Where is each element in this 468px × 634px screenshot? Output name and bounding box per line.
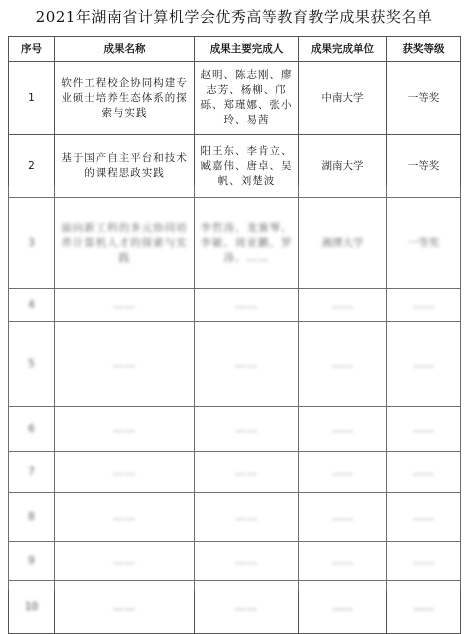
cell-index: 10 <box>9 581 55 634</box>
cell-level: 一等奖 <box>387 135 461 198</box>
cell-level: …… <box>387 407 461 452</box>
cell-level: …… <box>387 542 461 581</box>
cell-index: 2 <box>9 135 55 198</box>
cell-level: …… <box>387 493 461 542</box>
cell-index: 4 <box>9 289 55 322</box>
table-row <box>9 542 461 581</box>
cell-project: …… <box>55 542 195 581</box>
table-row <box>9 135 461 198</box>
cell-project: 面向新工科的多元协同培养计算机人才的探索与实践 <box>55 198 195 289</box>
table-row <box>9 62 461 135</box>
cell-project: 基于国产自主平台和技术的课程思政实践 <box>55 135 195 198</box>
cell-unit: …… <box>299 452 387 493</box>
cell-unit: 湘潭大学 <box>299 198 387 289</box>
table-row <box>9 289 461 322</box>
cell-index: 7 <box>9 452 55 493</box>
cell-index: 5 <box>9 322 55 407</box>
cell-unit: …… <box>299 542 387 581</box>
cell-project: …… <box>55 493 195 542</box>
table-header-row <box>9 37 461 62</box>
cell-project: …… <box>55 452 195 493</box>
cell-project: …… <box>55 322 195 407</box>
cell-unit: …… <box>299 581 387 634</box>
cell-unit: …… <box>299 289 387 322</box>
cell-members: …… <box>195 493 299 542</box>
header-index: 序号 <box>9 37 55 62</box>
cell-level: …… <box>387 581 461 634</box>
cell-members: …… <box>195 407 299 452</box>
cell-project: …… <box>55 407 195 452</box>
cell-unit: 湖南大学 <box>299 135 387 198</box>
header-unit: 成果完成单位 <box>299 37 387 62</box>
header-level: 获奖等级 <box>387 37 461 62</box>
table-row <box>9 407 461 452</box>
cell-index: 8 <box>9 493 55 542</box>
table-row <box>9 493 461 542</box>
cell-members: …… <box>195 581 299 634</box>
page-title: 2021年湖南省计算机学会优秀高等教育教学成果获奖名单 <box>35 8 433 26</box>
cell-level: …… <box>387 289 461 322</box>
cell-index: 6 <box>9 407 55 452</box>
table-row <box>9 452 461 493</box>
cell-unit: …… <box>299 407 387 452</box>
cell-members: 赵明、陈志刚、廖志芳、杨柳、邝砾、郑瑾娜、张小玲、易茜 <box>195 62 299 135</box>
cell-members: …… <box>195 542 299 581</box>
cell-members: …… <box>195 289 299 322</box>
cell-project: …… <box>55 289 195 322</box>
cell-members: 阳王东、李肯立、臧嘉伟、唐卓、吴帆、刘楚波 <box>195 135 299 198</box>
cell-unit: 中南大学 <box>299 62 387 135</box>
header-members: 成果主要完成人 <box>195 37 299 62</box>
cell-unit: …… <box>299 322 387 407</box>
table-row <box>9 581 461 634</box>
cell-level: 一等奖 <box>387 62 461 135</box>
cell-index: 1 <box>9 62 55 135</box>
cell-members: 李哲涛、龙赛琴、李敏、周亚鹏、罗涛、…… <box>195 198 299 289</box>
table-row <box>9 198 461 289</box>
table-row <box>9 322 461 407</box>
cell-members: …… <box>195 452 299 493</box>
cell-project: …… <box>55 581 195 634</box>
header-project: 成果名称 <box>55 37 195 62</box>
cell-level: …… <box>387 322 461 407</box>
cell-members: …… <box>195 322 299 407</box>
cell-level: …… <box>387 452 461 493</box>
cell-index: 9 <box>9 542 55 581</box>
awards-table <box>8 36 461 634</box>
cell-level: 一等奖 <box>387 198 461 289</box>
cell-unit: …… <box>299 493 387 542</box>
cell-project: 软件工程校企协同构建专业硕士培养生态体系的探索与实践 <box>55 62 195 135</box>
cell-index: 3 <box>9 198 55 289</box>
